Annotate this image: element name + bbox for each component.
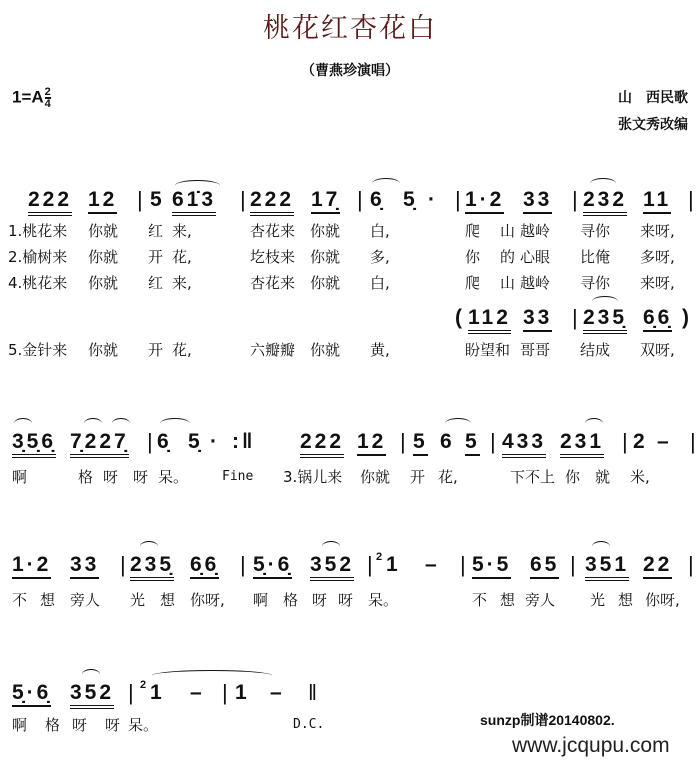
lyric-word: 杏花来 xyxy=(250,222,296,240)
lyric-word: 你就 xyxy=(310,341,341,359)
lyric-word: 红 xyxy=(148,274,164,292)
note-group: 232 xyxy=(583,188,627,216)
slur-mark xyxy=(84,418,102,429)
note-group: 22 xyxy=(643,553,672,579)
note-group: 433 xyxy=(502,430,546,458)
lyric-word: 3.锅儿来 xyxy=(283,468,343,486)
barline: | xyxy=(120,552,126,577)
lyric-word: 你就 xyxy=(88,341,119,359)
lyric-word: 4.桃花来 xyxy=(8,274,68,292)
note-group: 61̇3 xyxy=(172,188,216,216)
lyric-word: 呀 xyxy=(133,468,149,486)
lyric-word: 你就 xyxy=(88,248,119,266)
note-group: 1 xyxy=(235,681,250,704)
lyric-word: 你呀, xyxy=(190,591,225,609)
note-group: 231 xyxy=(560,430,604,458)
lyric-word: 呀 xyxy=(72,716,88,734)
barline: | xyxy=(137,187,143,212)
lyric-word: 六瓣瓣 xyxy=(250,341,296,359)
slur-mark xyxy=(590,178,616,189)
barline: | xyxy=(240,187,246,212)
transcriber-credit: sunzp制谱20140802. xyxy=(480,712,615,728)
lyric-word: 想 xyxy=(160,591,176,609)
barline: | xyxy=(147,429,153,454)
slur-mark xyxy=(585,418,603,429)
note-group: – xyxy=(425,553,440,576)
note-group: 222 xyxy=(250,188,294,216)
time-sig-top: 2 xyxy=(44,86,51,98)
slur-mark xyxy=(322,541,340,552)
lyric-word: 呆。 xyxy=(368,591,399,609)
key-label: 1=A xyxy=(12,87,44,107)
note-group: 3̣5̣6̣ xyxy=(12,430,56,458)
lyric-word: 2.榆树来 xyxy=(8,248,68,266)
note-group: 222 xyxy=(28,188,72,216)
note-group: ( xyxy=(455,306,465,329)
site-watermark: www.jcqupu.com xyxy=(512,734,670,757)
lyric-word: 结成 xyxy=(580,341,611,359)
lyric-word: 你 xyxy=(565,468,581,486)
note-group: ) xyxy=(682,306,692,329)
lyric-word: 旁人 xyxy=(70,591,101,609)
lyric-word: 啊 xyxy=(12,468,28,486)
note-group: · xyxy=(210,430,220,453)
barline: | xyxy=(570,552,576,577)
note-group: 222 xyxy=(300,430,344,458)
lyric-word: 呀 xyxy=(105,716,121,734)
note-group: – xyxy=(190,681,205,704)
lyric-word: 盼望和 xyxy=(465,341,511,359)
lyric-word: 不 xyxy=(472,591,488,609)
lyric-word: 爬 xyxy=(465,222,481,240)
barline: | xyxy=(357,187,363,212)
note-group: 1·2 xyxy=(12,553,51,579)
note-group: – xyxy=(270,681,285,704)
note-group: 12 xyxy=(88,188,117,214)
barline: | xyxy=(367,552,373,577)
note-group: 6 xyxy=(440,430,455,453)
lyric-word: 来呀, xyxy=(640,274,675,292)
note-group: 11 xyxy=(643,188,671,214)
barline: | xyxy=(688,552,694,577)
slur-mark xyxy=(152,670,272,681)
lyric-word: 你就 xyxy=(360,468,391,486)
slur-mark xyxy=(372,178,400,189)
lyric-word: 格 xyxy=(78,468,94,486)
barline: | xyxy=(688,187,694,212)
note-group: 5 xyxy=(150,188,165,211)
barline: | xyxy=(690,429,696,454)
note-group: 1 xyxy=(150,681,165,704)
lyric-word: 啊 xyxy=(253,591,269,609)
lyric-word: 多, xyxy=(370,248,390,266)
lyric-word: 越岭 xyxy=(520,222,551,240)
lyric-word: 你呀, xyxy=(645,591,680,609)
note-group: 7̣227̣ xyxy=(70,430,129,458)
lyric-word: 5.金针来 xyxy=(8,341,68,359)
barline: | xyxy=(622,429,628,454)
lyric-word: 来, xyxy=(172,274,192,292)
note-group: 5 xyxy=(465,430,480,456)
note-group: 352 xyxy=(70,681,114,709)
lyric-word: 你就 xyxy=(88,222,119,240)
slur-mark xyxy=(112,418,130,429)
volta-mark: 2 xyxy=(376,551,383,563)
barline: | xyxy=(222,680,228,705)
note-group: 12 xyxy=(357,430,386,456)
lyric-word: 你就 xyxy=(88,274,119,292)
lyric-word: 杏花来 xyxy=(250,274,296,292)
song-title: 桃花红杏花白 xyxy=(263,13,437,44)
time-sig-bottom: 4 xyxy=(44,98,51,110)
note-group: 17̣ xyxy=(311,188,340,214)
barline: | xyxy=(240,552,246,577)
note-group: 6̣6̣ xyxy=(643,306,672,332)
volta-mark: 2 xyxy=(140,679,147,691)
slur-mark xyxy=(175,180,220,191)
note-group: 6̣ xyxy=(157,430,172,453)
barline: | xyxy=(572,305,578,330)
lyric-word: 呆。 xyxy=(128,716,159,734)
barline: | xyxy=(460,552,466,577)
lyric-word: 米, xyxy=(630,468,650,486)
note-group: 33 xyxy=(70,553,99,579)
note-group: 5̣·6̣ xyxy=(253,553,292,579)
note-group: 1 xyxy=(386,553,401,576)
note-group: 5 xyxy=(413,430,428,456)
performer-note: （曹燕珍演唱） xyxy=(301,63,399,79)
lyric-word: 你 xyxy=(465,248,481,266)
note-group: · xyxy=(428,188,438,211)
lyric-word: 圪枝来 xyxy=(250,248,296,266)
lyric-word: 旁人 xyxy=(525,591,556,609)
time-signature xyxy=(45,87,51,109)
barline: | xyxy=(128,680,134,705)
performance-marking: D.C. xyxy=(293,717,325,732)
note-group: 2 xyxy=(633,430,648,453)
lyric-word: 下不上 xyxy=(510,468,556,486)
note-group: 6̣6̣ xyxy=(190,553,219,579)
note-group: 235̣ xyxy=(130,553,174,581)
origin-credit: 山 西民歌 xyxy=(618,90,688,106)
lyric-word: 你就 xyxy=(310,248,341,266)
lyric-word: 花, xyxy=(172,248,192,266)
barline: | xyxy=(400,429,406,454)
note-group: 33 xyxy=(523,188,552,214)
slur-mark xyxy=(140,541,158,552)
lyric-word: 白, xyxy=(370,274,390,292)
lyric-word: 开 xyxy=(410,468,426,486)
barline: | xyxy=(490,429,496,454)
lyric-word: 哥哥 xyxy=(520,341,551,359)
lyric-word: 来, xyxy=(172,222,192,240)
lyric-word: 来呀, xyxy=(640,222,675,240)
lyric-word: 心眼 xyxy=(520,248,551,266)
lyric-word: 寻你 xyxy=(580,222,611,240)
note-group: 235̣ xyxy=(583,306,627,334)
lyric-word: 你就 xyxy=(310,222,341,240)
barline: | xyxy=(455,187,461,212)
lyric-word: 啊 xyxy=(12,716,28,734)
lyric-word: 比俺 xyxy=(580,248,611,266)
slur-mark xyxy=(592,296,618,307)
note-group: 6̣ xyxy=(370,188,385,211)
note-group: :‖ xyxy=(232,430,256,453)
slur-mark xyxy=(82,669,100,680)
lyric-word: 黄, xyxy=(370,341,390,359)
note-group: – xyxy=(657,430,672,453)
lyric-word: 想 xyxy=(500,591,516,609)
lyric-word: 光 xyxy=(590,591,606,609)
arranger-credit: 张文秀改编 xyxy=(618,117,688,133)
note-group: 5̣ xyxy=(403,188,418,211)
note-group: 5̣ xyxy=(188,430,203,453)
note-group: 33 xyxy=(523,306,552,332)
lyric-word: 呀 xyxy=(312,591,328,609)
slur-mark xyxy=(160,418,190,429)
lyric-word: 多呀, xyxy=(640,248,675,266)
lyric-word: 山 xyxy=(500,222,516,240)
performance-marking: Fine xyxy=(222,469,254,484)
key-signature xyxy=(12,87,51,109)
lyric-word: 白, xyxy=(370,222,390,240)
lyric-word: 越岭 xyxy=(520,274,551,292)
lyric-word: 想 xyxy=(618,591,634,609)
lyric-word: 寻你 xyxy=(580,274,611,292)
lyric-word: 格 xyxy=(45,716,61,734)
note-group: 5̣·6̣ xyxy=(12,681,51,707)
lyric-word: 双呀, xyxy=(640,341,675,359)
lyric-word: 开 xyxy=(148,341,164,359)
note-group: 112 xyxy=(468,306,511,334)
lyric-word: 爬 xyxy=(465,274,481,292)
lyric-word: 1.桃花来 xyxy=(8,222,68,240)
lyric-word: 你就 xyxy=(310,274,341,292)
lyric-word: 呆。 xyxy=(158,468,189,486)
note-group: 1·2 xyxy=(465,188,504,214)
lyric-word: 开 xyxy=(148,248,164,266)
lyric-word: 的 xyxy=(500,248,516,266)
lyric-word: 想 xyxy=(40,591,56,609)
lyric-word: 就 xyxy=(595,468,611,486)
slur-mark xyxy=(445,418,471,429)
slur-mark xyxy=(592,541,610,552)
lyric-word: 花, xyxy=(438,468,458,486)
lyric-word: 山 xyxy=(500,274,516,292)
lyric-word: 呀 xyxy=(103,468,119,486)
lyric-word: 格 xyxy=(283,591,299,609)
lyric-word: 不 xyxy=(12,591,28,609)
barline: ‖ xyxy=(308,680,318,705)
lyric-word: 呀 xyxy=(338,591,354,609)
note-group: 352 xyxy=(310,553,354,581)
slur-mark xyxy=(14,418,32,429)
note-group: 5·5 xyxy=(472,553,511,579)
barline: | xyxy=(572,187,578,212)
note-group: 65 xyxy=(530,553,559,579)
note-group: 351 xyxy=(585,553,629,581)
lyric-word: 红 xyxy=(148,222,164,240)
lyric-word: 光 xyxy=(130,591,146,609)
lyric-word: 花, xyxy=(172,341,192,359)
